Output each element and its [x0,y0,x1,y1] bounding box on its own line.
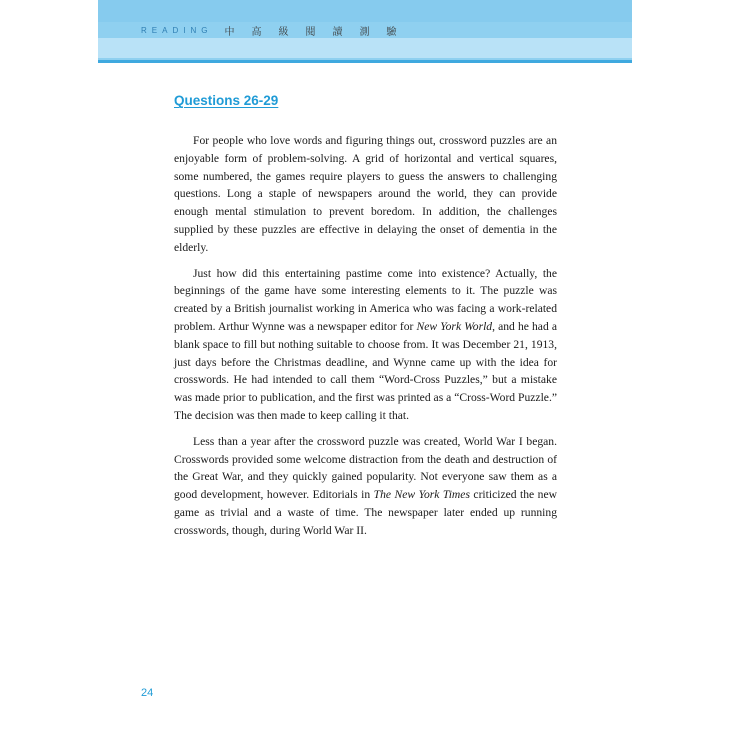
header-top-strip [98,0,632,22]
header-divider [98,60,632,63]
paragraph-1-text: For people who love words and figuring things out, crossword puzzles are an enjoyable form of problem-solving. A grid of horizontal and vertical squares, some numbered, the games require players to guess the answers to challenging questions. Long a staple of newspapers around the world, they can provide enough mental stimulation to prevent boredom. In addition, the challenges supplied by these puzzles are effective in delaying the onset of dementia in the elderly. [174,134,557,254]
page-number: 24 [141,687,154,699]
paragraph-3 [174,433,557,540]
paragraph-1 [174,132,557,257]
newspaper-title-new-york-times: The New York Times [373,488,470,502]
paragraph-3-text-b: criticized the new game as trivial and a waste of time. The newspaper later ended up running crosswords, though, during World War II. [174,488,557,537]
newspaper-title-new-york-world: New York World [416,319,493,333]
paragraph-3-text-a: Less than a year after the crossword puzzle was created, World War I began. Crosswords provided some welcome distraction from the death and destruction of the Great War, and they quickly gained popularity. Not everyone saw them as a good development, however. Editorials in [174,434,557,502]
section-title: Questions 26-29 [174,93,279,108]
paragraph-2 [174,265,557,425]
paragraph-2-text-a: Just how did this entertaining pastime come into existence? Actually, the beginnings of the game have some interesting elements to it. The puzzle was created by a British journalist working in America who was facing a work-related problem. Arthur Wynne was a newspaper editor for [174,266,557,333]
article-body [174,132,557,548]
book-title: 中高級閱讀測驗 [224,26,414,38]
running-header [141,22,413,38]
header-light-strip [98,38,632,58]
paragraph-2-text-b: , and he had a blank space to fill but nothing suitable to choose from. It was December 21, 1913, just days before the Christmas deadline, and Wynne came up with the idea for crosswords. He had intended to call them “Word-Cross Puzzles,” but a mistake was made prior to publication, and the first was printed as a “Cross-Word Puzzle.” The decision was then made to keep calling it that. [174,319,557,422]
section-label: READING [141,25,213,35]
